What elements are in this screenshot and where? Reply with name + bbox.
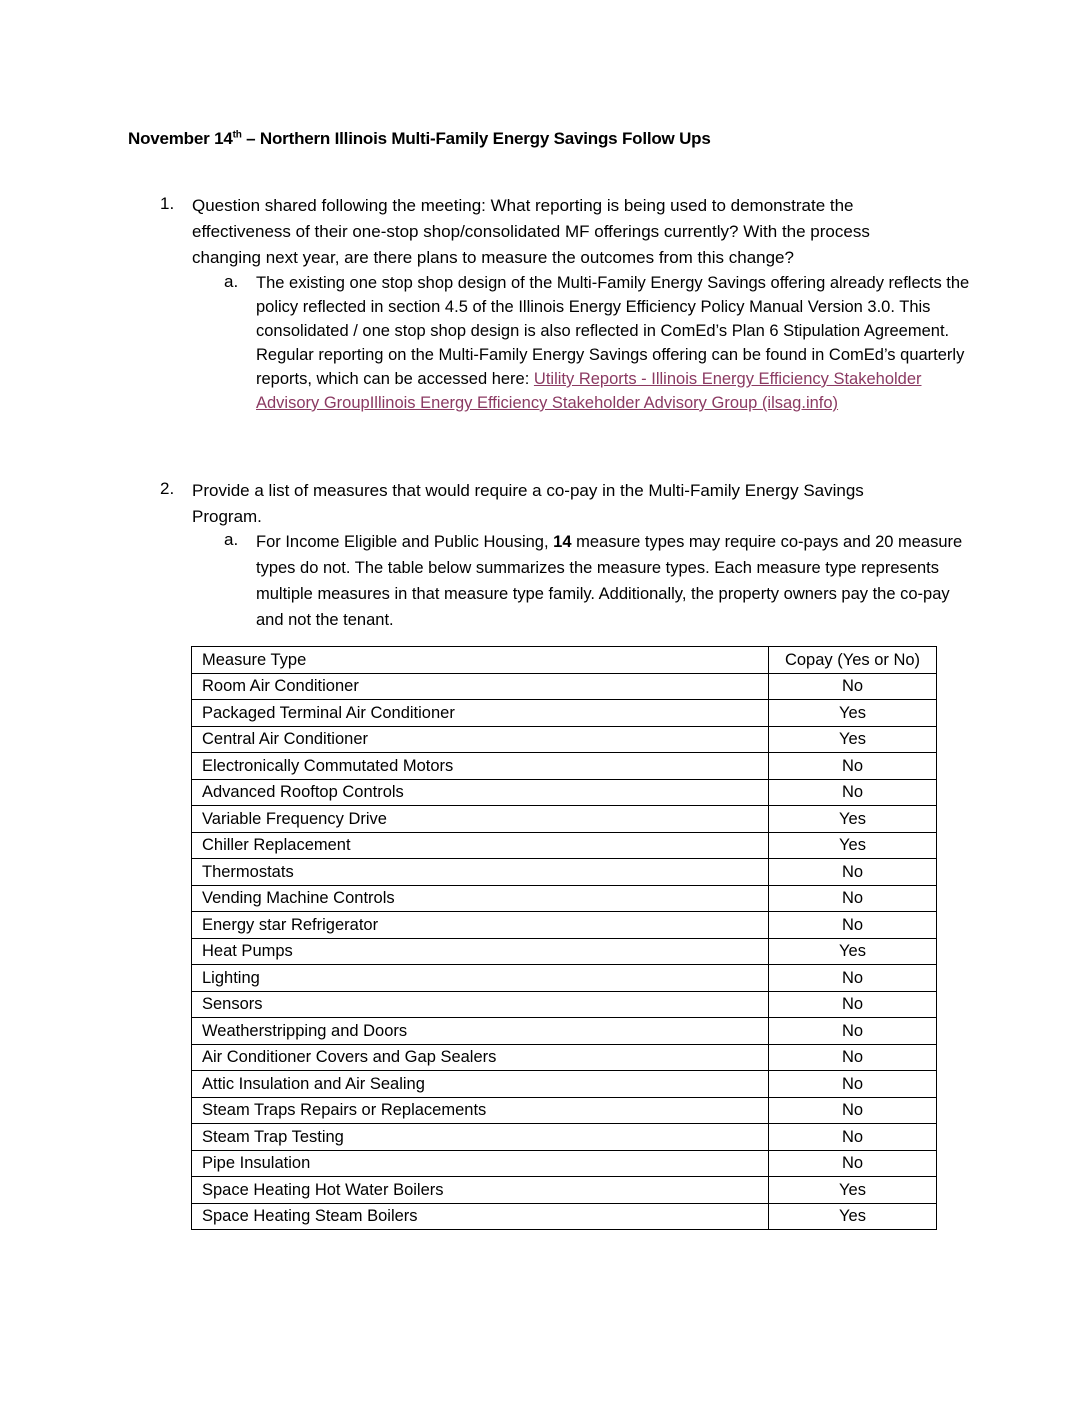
table-row — [192, 1071, 937, 1098]
header-measure-type: Measure Type — [192, 647, 769, 674]
copay-cell: Yes — [769, 832, 937, 859]
table-row — [192, 753, 937, 780]
copay-cell: No — [769, 753, 937, 780]
copay-cell: No — [769, 859, 937, 886]
copay-cell: No — [769, 1044, 937, 1071]
item-2a-text: For Income Eligible and Public Housing, 14 measure types may require co-pays and 20 measure types do not. The table below summarizes the measure types. Each measure type represents multiple measures in that measure type family. Additionally, the property owners pay the co-pay and not the tenant. — [256, 533, 963, 629]
measure-type-cell: Room Air Conditioner — [192, 673, 769, 700]
measure-type-cell: Electronically Commutated Motors — [192, 753, 769, 780]
measure-type-cell: Weatherstripping and Doors — [192, 1018, 769, 1045]
measure-type-cell: Space Heating Steam Boilers — [192, 1203, 769, 1230]
measure-type-cell: Lighting — [192, 965, 769, 992]
table-row — [192, 1044, 937, 1071]
copay-cell: Yes — [769, 1177, 937, 1204]
copay-cell: No — [769, 885, 937, 912]
table-row — [192, 938, 937, 965]
copay-cell: No — [769, 1150, 937, 1177]
table-row — [192, 1018, 937, 1045]
copay-cell: No — [769, 912, 937, 939]
measure-type-cell: Thermostats — [192, 859, 769, 886]
copay-cell: No — [769, 1018, 937, 1045]
table-row — [192, 779, 937, 806]
table-row — [192, 1097, 937, 1124]
item-2a-letter: a. — [224, 530, 239, 549]
copay-cell: Yes — [769, 806, 937, 833]
copay-cell: No — [769, 1071, 937, 1098]
measure-type-cell: Steam Traps Repairs or Replacements — [192, 1097, 769, 1124]
table-row — [192, 806, 937, 833]
measure-type-cell: Central Air Conditioner — [192, 726, 769, 753]
table-row — [192, 673, 937, 700]
measure-type-cell: Variable Frequency Drive — [192, 806, 769, 833]
item-1a-letter: a. — [224, 272, 239, 291]
measure-type-cell: Vending Machine Controls — [192, 885, 769, 912]
copay-cell: No — [769, 991, 937, 1018]
copay-cell: Yes — [769, 700, 937, 727]
table-row — [192, 700, 937, 727]
table-row — [192, 1177, 937, 1204]
table-row — [192, 1203, 937, 1230]
table-row — [192, 1150, 937, 1177]
measure-type-cell: Energy star Refrigerator — [192, 912, 769, 939]
item-1-text: Question shared following the meeting: What reporting is being used to demonstrate the effectiveness of their one-stop shop/consolidated MF offerings currently? With the process changing next year, are there plans to measure the outcomes from this change? — [192, 196, 870, 267]
table-row — [192, 885, 937, 912]
utility-reports-link[interactable]: Utility Reports - Illinois Energy Efficiency Stakeholder Advisory GroupIllinois Energy Efficiency Stakeholder Advisory Group (ilsag.info) — [256, 370, 922, 412]
item-2-text: Provide a list of measures that would require a co-pay in the Multi-Family Energy Savings Program. — [192, 481, 864, 526]
table-row — [192, 832, 937, 859]
header-copay: Copay (Yes or No) — [769, 647, 937, 674]
table-row — [192, 912, 937, 939]
measure-type-cell: Heat Pumps — [192, 938, 769, 965]
measure-type-cell: Attic Insulation and Air Sealing — [192, 1071, 769, 1098]
copay-cell: No — [769, 965, 937, 992]
table-row — [192, 1124, 937, 1151]
item-1a-text: The existing one stop shop design of the Multi-Family Energy Savings offering already reflects the policy reflected in section 4.5 of the Illinois Energy Efficiency Policy Manual Version 3.0. This consolidated / one stop shop design is also reflected in ComEd’s Plan 6 Stipulation Agreement. Regular reporting on the Multi-Family Energy Savings offering can be found in ComEd’s quarterly reports, which can be accessed here: Utility Reports - Illinois Energy Efficiency Stakeholder Advisory GroupIllinois Energy Efficiency Stakeholder Advisory Group (ilsag.info) — [256, 274, 970, 412]
measure-type-cell: Steam Trap Testing — [192, 1124, 769, 1151]
measure-type-cell: Advanced Rooftop Controls — [192, 779, 769, 806]
table-row — [192, 965, 937, 992]
copay-cell: Yes — [769, 1203, 937, 1230]
copay-cell: No — [769, 1097, 937, 1124]
item-2-number: 2. — [160, 479, 175, 498]
measure-type-cell: Chiller Replacement — [192, 832, 769, 859]
copay-table — [191, 646, 937, 1230]
table-row — [192, 726, 937, 753]
table-row — [192, 991, 937, 1018]
copay-cell: No — [769, 673, 937, 700]
copay-cell: Yes — [769, 726, 937, 753]
measure-type-cell: Air Conditioner Covers and Gap Sealers — [192, 1044, 769, 1071]
measure-type-cell: Pipe Insulation — [192, 1150, 769, 1177]
copay-cell: Yes — [769, 938, 937, 965]
table-row — [192, 859, 937, 886]
table-header-row — [192, 647, 937, 674]
item-1-number: 1. — [160, 194, 175, 213]
measure-type-cell: Packaged Terminal Air Conditioner — [192, 700, 769, 727]
measure-type-cell: Space Heating Hot Water Boilers — [192, 1177, 769, 1204]
copay-cell: No — [769, 779, 937, 806]
copay-cell: No — [769, 1124, 937, 1151]
page-title: November 14th – Northern Illinois Multi-Family Energy Savings Follow Ups — [128, 129, 711, 148]
title-superscript: th — [232, 129, 242, 141]
measure-type-cell: Sensors — [192, 991, 769, 1018]
